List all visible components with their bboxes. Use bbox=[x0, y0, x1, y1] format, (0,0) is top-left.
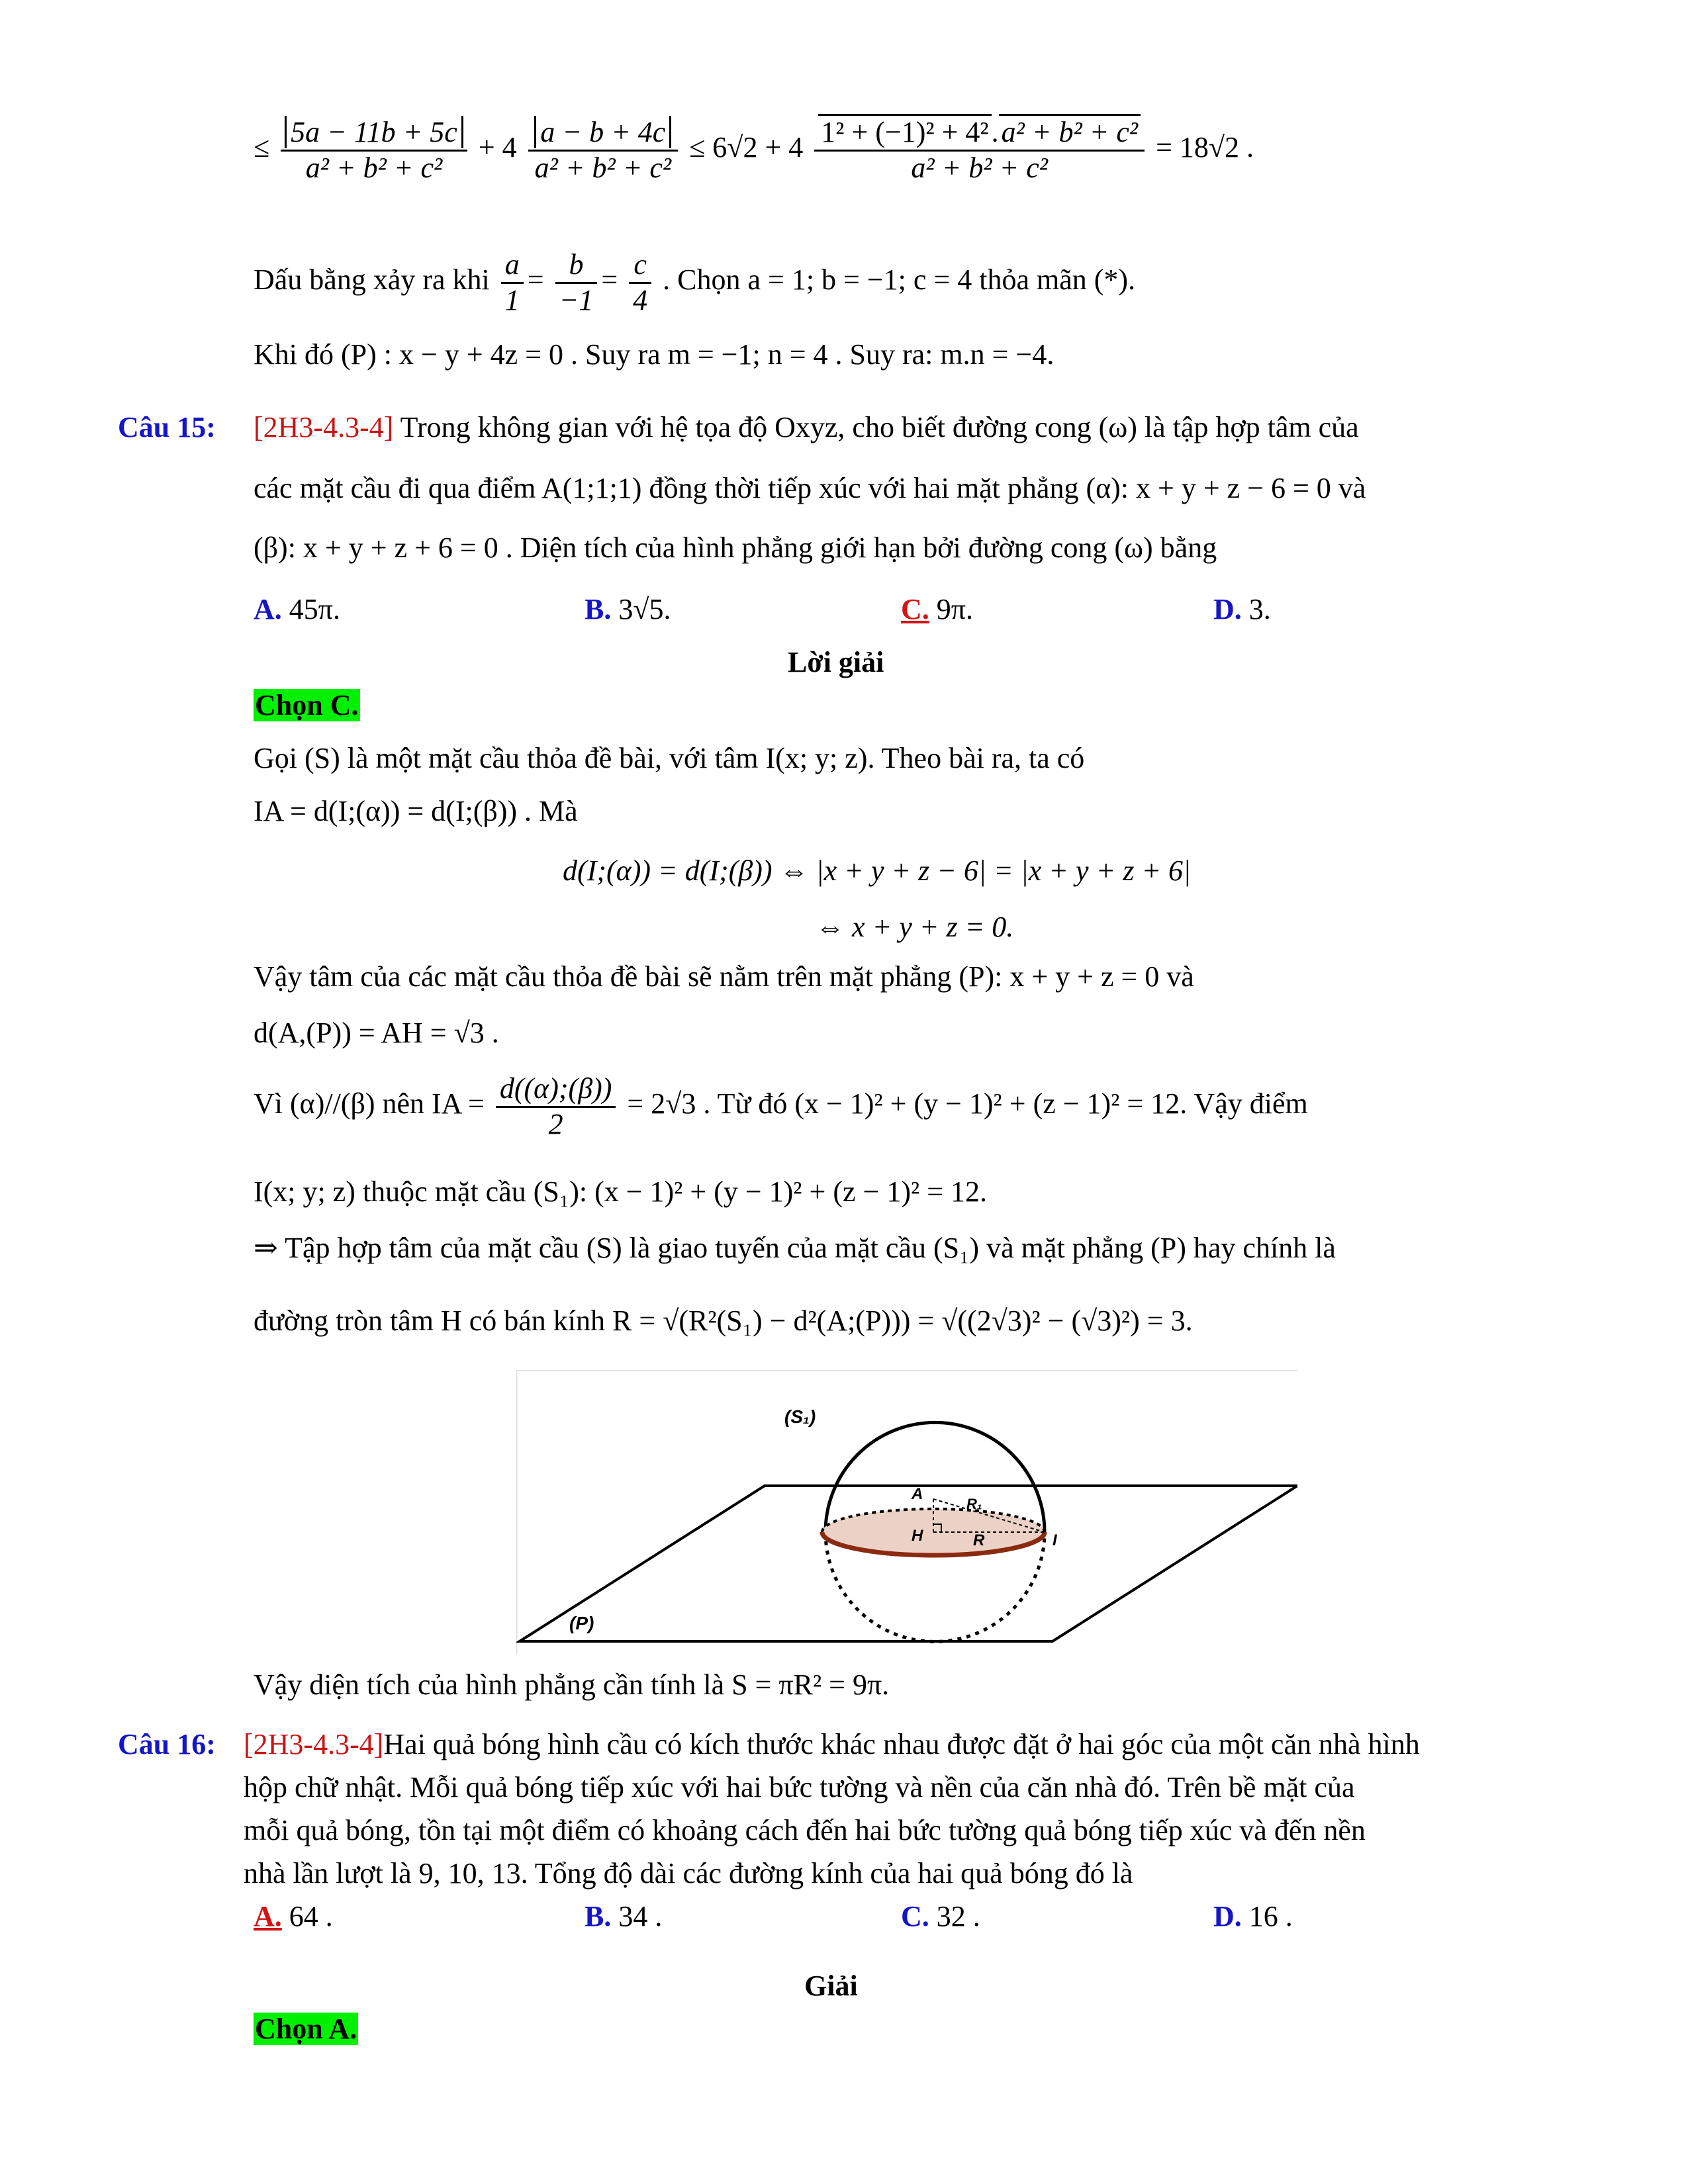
plus-four: + 4 bbox=[478, 131, 517, 164]
inequality-line bbox=[254, 116, 1254, 185]
ia-fraction: $\frac{d((\alpha);(\beta))}{2}$ bbox=[496, 1072, 616, 1141]
question-16-line-3: mỗi quả bóng, tồn tại một điểm có khoảng cách đến hai bức tường quả bóng tiếp xúc và đến nền bbox=[244, 1814, 1366, 1846]
question-16-line-2: hộp chữ nhật. Mỗi quả bóng tiếp xúc với hai bức tường và nền của căn nhà đó. Trên bề mặt của bbox=[244, 1771, 1355, 1803]
ratio-a: $\frac{a}{1}$ bbox=[501, 248, 524, 317]
option-16-c[interactable]: C. 32 . bbox=[901, 1900, 980, 1933]
question-15-line-2: các mặt cầu đi qua điểm A(1;1;1) đồng thời tiếp xúc với hai mặt phẳng (α): x + y + z − 6 = 0 và bbox=[254, 472, 1366, 504]
leq-sign: ≤ bbox=[254, 131, 270, 164]
question-16-label: Câu 16: bbox=[118, 1728, 216, 1760]
solution-15-line-4: ⇔ x + y + z = 0. bbox=[816, 911, 1014, 943]
solution-15-line-1: Gọi (S) là một mặt cầu thỏa đề bài, với tâm I(x; y; z). Theo bài ra, ta có bbox=[254, 742, 1085, 774]
option-16-b[interactable]: B. 34 . bbox=[585, 1900, 663, 1933]
question-16-options bbox=[254, 1899, 1392, 1939]
term2-denominator: a² + b² + c² bbox=[532, 150, 675, 184]
solution-15-line-2: IA = d(I;(α)) = d(I;(β)) . Mà bbox=[254, 795, 578, 827]
question-16-line-1: [2H3-4.3-4]Hai quả bóng hình cầu có kích thước khác nhau được đặt ở hai góc của một căn nhà hình bbox=[244, 1728, 1420, 1760]
plane-label: (P) bbox=[569, 1613, 594, 1633]
ratio-c: $\frac{c}{4}$ bbox=[629, 248, 651, 317]
option-16-a[interactable]: A. 64 . bbox=[254, 1900, 333, 1933]
fraction-term-1 bbox=[281, 116, 467, 185]
option-16-d[interactable]: D. 16 . bbox=[1213, 1900, 1293, 1933]
point-a-label: A bbox=[912, 1485, 923, 1503]
equality-condition: Dấu bằng xảy ra khi $\frac{a}{1}$ = $\frac{b}{-1}$ = $\frac{c}{4}$ . Chọn a = 1; b = −1; c = 4 thỏa mãn (*). bbox=[254, 248, 1136, 316]
question-15-tag: [2H3-4.3-4] bbox=[254, 411, 394, 443]
fraction-term-3: $\frac{\text{1² + (−1)² + 4².a² + b² + c²}}{\text{a² + b² + c²}}$ bbox=[814, 116, 1145, 185]
term3-numerator-b: a² + b² + c² bbox=[999, 114, 1141, 148]
term1-numerator: 5a − 11b + 5c bbox=[285, 116, 463, 148]
chosen-answer-16: Chọn A. bbox=[255, 2013, 357, 2045]
solution-15-line-9: ⇒ Tập hợp tâm của mặt cầu (S) là giao tuyến của mặt cầu (S₁) và mặt phẳng (P) hay chính là bbox=[254, 1232, 1336, 1264]
solution-15-line-8: I(x; y; z) thuộc mặt cầu (S₁): (x − 1)² + (y − 1)² + (z − 1)² = 12. bbox=[254, 1175, 987, 1208]
question-16-tag: [2H3-4.3-4] bbox=[244, 1728, 384, 1760]
fraction-term-2 bbox=[528, 116, 679, 185]
plane-result-line: Khi đó (P) : x − y + 4z = 0 . Suy ra m = −1; n = 4 . Suy ra: m.n = −4. bbox=[254, 338, 1055, 371]
radius-r1-label: R₁ bbox=[966, 1496, 982, 1512]
ratio-b: $\frac{b}{-1}$ bbox=[555, 248, 598, 317]
option-15-b[interactable]: B. 3√5. bbox=[585, 593, 671, 625]
term3-numerator-a: 1² + (−1)² + 4² bbox=[818, 114, 991, 148]
sphere-plane-figure bbox=[516, 1370, 1297, 1655]
equality-post: . Chọn a = 1; b = −1; c = 4 thỏa mãn (*). bbox=[663, 263, 1136, 296]
solution-15-conclusion: Vậy diện tích của hình phẳng cần tính là S = πR² = 9π. bbox=[254, 1668, 890, 1701]
question-16-line-4: nhà lần lượt là 9, 10, 13. Tổng độ dài các đường kính của hai quả bóng đó là bbox=[244, 1857, 1133, 1889]
solution-heading-16: Giải bbox=[804, 1970, 858, 2002]
question-15-options bbox=[254, 592, 1392, 632]
term1-denominator: a² + b² + c² bbox=[303, 150, 445, 184]
option-15-d[interactable]: D. 3. bbox=[1213, 593, 1271, 625]
middle-bound: ≤ 6√2 + 4 bbox=[689, 131, 804, 164]
solution-15-line-3: d(I;(α)) = d(I;(β)) ⇔ |x + y + z − 6| = |x + y + z + 6| bbox=[563, 854, 1192, 887]
radius-r-label: R bbox=[973, 1531, 985, 1549]
question-15-line-1: [2H3-4.3-4] Trong không gian với hệ tọa độ Oxyz, cho biết đường cong (ω) là tập hợp tâm của bbox=[254, 411, 1359, 443]
equality-pre: Dấu bằng xảy ra khi bbox=[254, 263, 490, 296]
option-15-a[interactable]: A. 45π. bbox=[254, 593, 340, 625]
point-h-label: H bbox=[912, 1527, 923, 1545]
solution-15-line-5: Vậy tâm của các mặt cầu thỏa đề bài sẽ nằm trên mặt phẳng (P): x + y + z = 0 và bbox=[254, 960, 1194, 993]
solution-15-line-7: Vì (α)//(β) nên IA = $\frac{d((\alpha);(\beta))}{2}$ = 2√3 . Từ đó (x − 1)² + (y − 1)² + (z − 1)² = 12. Vậy điểm bbox=[254, 1072, 1308, 1140]
chosen-answer-15: Chọn C. bbox=[255, 689, 359, 721]
sphere-label: (S₁) bbox=[784, 1406, 816, 1427]
question-15-label: Câu 15: bbox=[118, 411, 216, 443]
inequality-result: = 18√2 . bbox=[1156, 131, 1254, 164]
term2-numerator: a − b + 4c bbox=[534, 116, 671, 148]
option-15-c[interactable]: C. 9π. bbox=[901, 593, 973, 625]
solution-15-line-10: đường tròn tâm H có bán kính R = √(R²(S₁) − d²(A;(P))) = √((2√3)² − (√3)²) = 3. bbox=[254, 1304, 1193, 1337]
solution-heading-15: Lời giải bbox=[788, 646, 884, 678]
term3-denominator: a² + b² + c² bbox=[908, 150, 1051, 184]
point-i-label: I bbox=[1053, 1531, 1057, 1549]
plane-p bbox=[520, 1486, 1297, 1641]
question-15-line-3: (β): x + y + z + 6 = 0 . Diện tích của hình phẳng giới hạn bởi đường cong (ω) bằng bbox=[254, 531, 1217, 564]
solution-15-line-6: d(A,(P)) = AH = √3 . bbox=[254, 1017, 499, 1049]
